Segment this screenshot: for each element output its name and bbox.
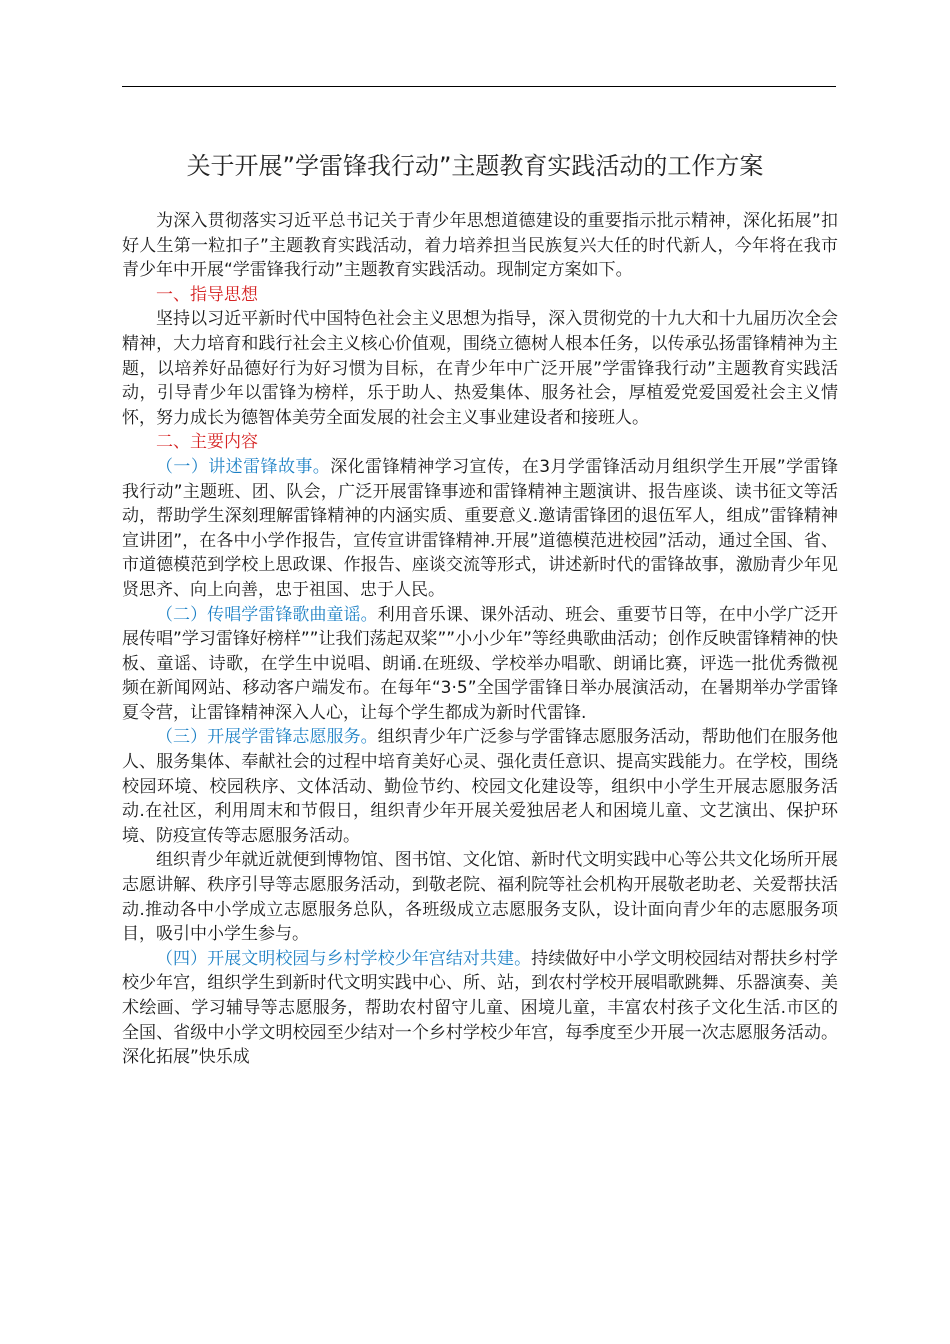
content-item-3 [122,725,838,848]
content-item-1 [122,455,838,603]
document-body [122,209,838,1070]
content-item-2 [122,603,838,726]
document-title: 关于开展”学雷锋我行动”主题教育实践活动的工作方案 [186,152,764,180]
guiding-paragraph: 坚持以习近平新时代中国特色社会主义思想为指导，深入贯彻党的十九大和十九届历次全会精神，大力培育和践行社会主义核心价值观，围绕立德树人根本任务，以传承弘扬雷锋精神为主题，以培养好品德好行为好习惯为目标，在青少年中广泛开展”学雷锋我行动”主题教育实践活动，引导青少年以雷锋为榜样，乐于助人、热爱集体、服务社会，厚植爱党爱国爱社会主义情怀，努力成长为德智体美劳全面发展的社会主义事业建设者和接班人。 [122,309,838,428]
content-item-4 [122,947,838,1070]
content-item-3-label: （三）开展学雷锋志愿服务。 [156,727,378,748]
top-rule [122,86,836,87]
content-item-2-text: 利用音乐课、课外活动、班会、重要节日等，在中小学广泛开展传唱”学习雷锋好榜样””让我们荡起双桨””小小少年”等经典歌曲活动；创作反映雷锋精神的快板、童谣、诗歌，在学生中说唱、朗诵.在班级、学校举办唱歌、朗诵比赛，评选一批优秀微视频在新闻网站、移动客户端发布。在每年“3·5”全国学雷锋日举办展演活动，在暑期举办学雷锋夏令营，让雷锋精神深入人心，让每个学生都成为新时代雷锋. [122,604,839,723]
content-item-1-text: 深化雷锋精神学习宣传，在3月学雷锋活动月组织学生开展”学雷锋我行动”主题班、团、队会，广泛开展雷锋事迹和雷锋精神主题演讲、报告座谈、读书征文等活动，帮助学生深刻理解雷锋精神的内涵实质、重要意义.邀请雷锋团的退伍军人，组成”雷锋精神宣讲团”，在各中小学作报告，宣传宣讲雷锋精神.开展”道德模范进校园”活动，通过全国、省、市道德模范到学校上思政课、作报告、座谈交流等形式，讲述新时代的雷锋故事，激励青少年见贤思齐、向上向善，忠于祖国、忠于人民。 [122,456,839,600]
content-item-4-label: （四）开展文明校园与乡村学校少年宫结对共建。 [156,948,532,969]
content-item-2-label: （二）传唱学雷锋歌曲童谣。 [156,604,378,625]
section-heading-guiding: 一、指导思想 [156,284,258,305]
content-item-3-text: 组织青少年广泛参与学雷锋志愿服务活动，帮助他们在服务他人、服务集体、奉献社会的过程中培育美好心灵、强化责任意识、提高实践能力。在学校，围绕校园环境、校园秩序、文体活动、勤俭节约、校园文化建设等，组织中小学生开展志愿服务活动.在社区，利用周末和节假日，组织青少年开展关爱独居老人和困境儿童、文艺演出、保护环境、防疫宣传等志愿服务活动。 [122,727,839,846]
content-item-1-label: （一）讲述雷锋故事。 [156,456,331,477]
content-item-4-text: 持续做好中小学文明校园结对帮扶乡村学校少年宫，组织学生到新时代文明实践中心、所、站，到农村学校开展唱歌跳舞、乐器演奏、美术绘画、学习辅导等志愿服务，帮助农村留守儿童、困境儿童，丰富农村孩子文化生活.市区的全国、省级中小学文明校园至少结对一个乡村学校少年宫，每季度至少开展一次志愿服务活动。深化拓展”快乐成 [122,948,839,1068]
content-item-3-extra: 组织青少年就近就便到博物馆、图书馆、文化馆、新时代文明实践中心等公共文化场所开展志愿讲解、秩序引导等志愿服务活动，到敬老院、福利院等社会机构开展敬老助老、关爱帮扶活动.推动各中小学成立志愿服务总队，各班级成立志愿服务支队，设计面向青少年的志愿服务项目，吸引中小学生参与。 [122,850,838,945]
section-heading-content: 二、主要内容 [156,432,258,453]
intro-paragraph: 为深入贯彻落实习近平总书记关于青少年思想道德建设的重要指示批示精神，深化拓展”扣好人生第一粒扣子”主题教育实践活动，着力培养担当民族复兴大任的时代新人，今年将在我市青少年中开展“学雷锋我行动”主题教育实践活动。现制定方案如下。 [122,211,838,281]
